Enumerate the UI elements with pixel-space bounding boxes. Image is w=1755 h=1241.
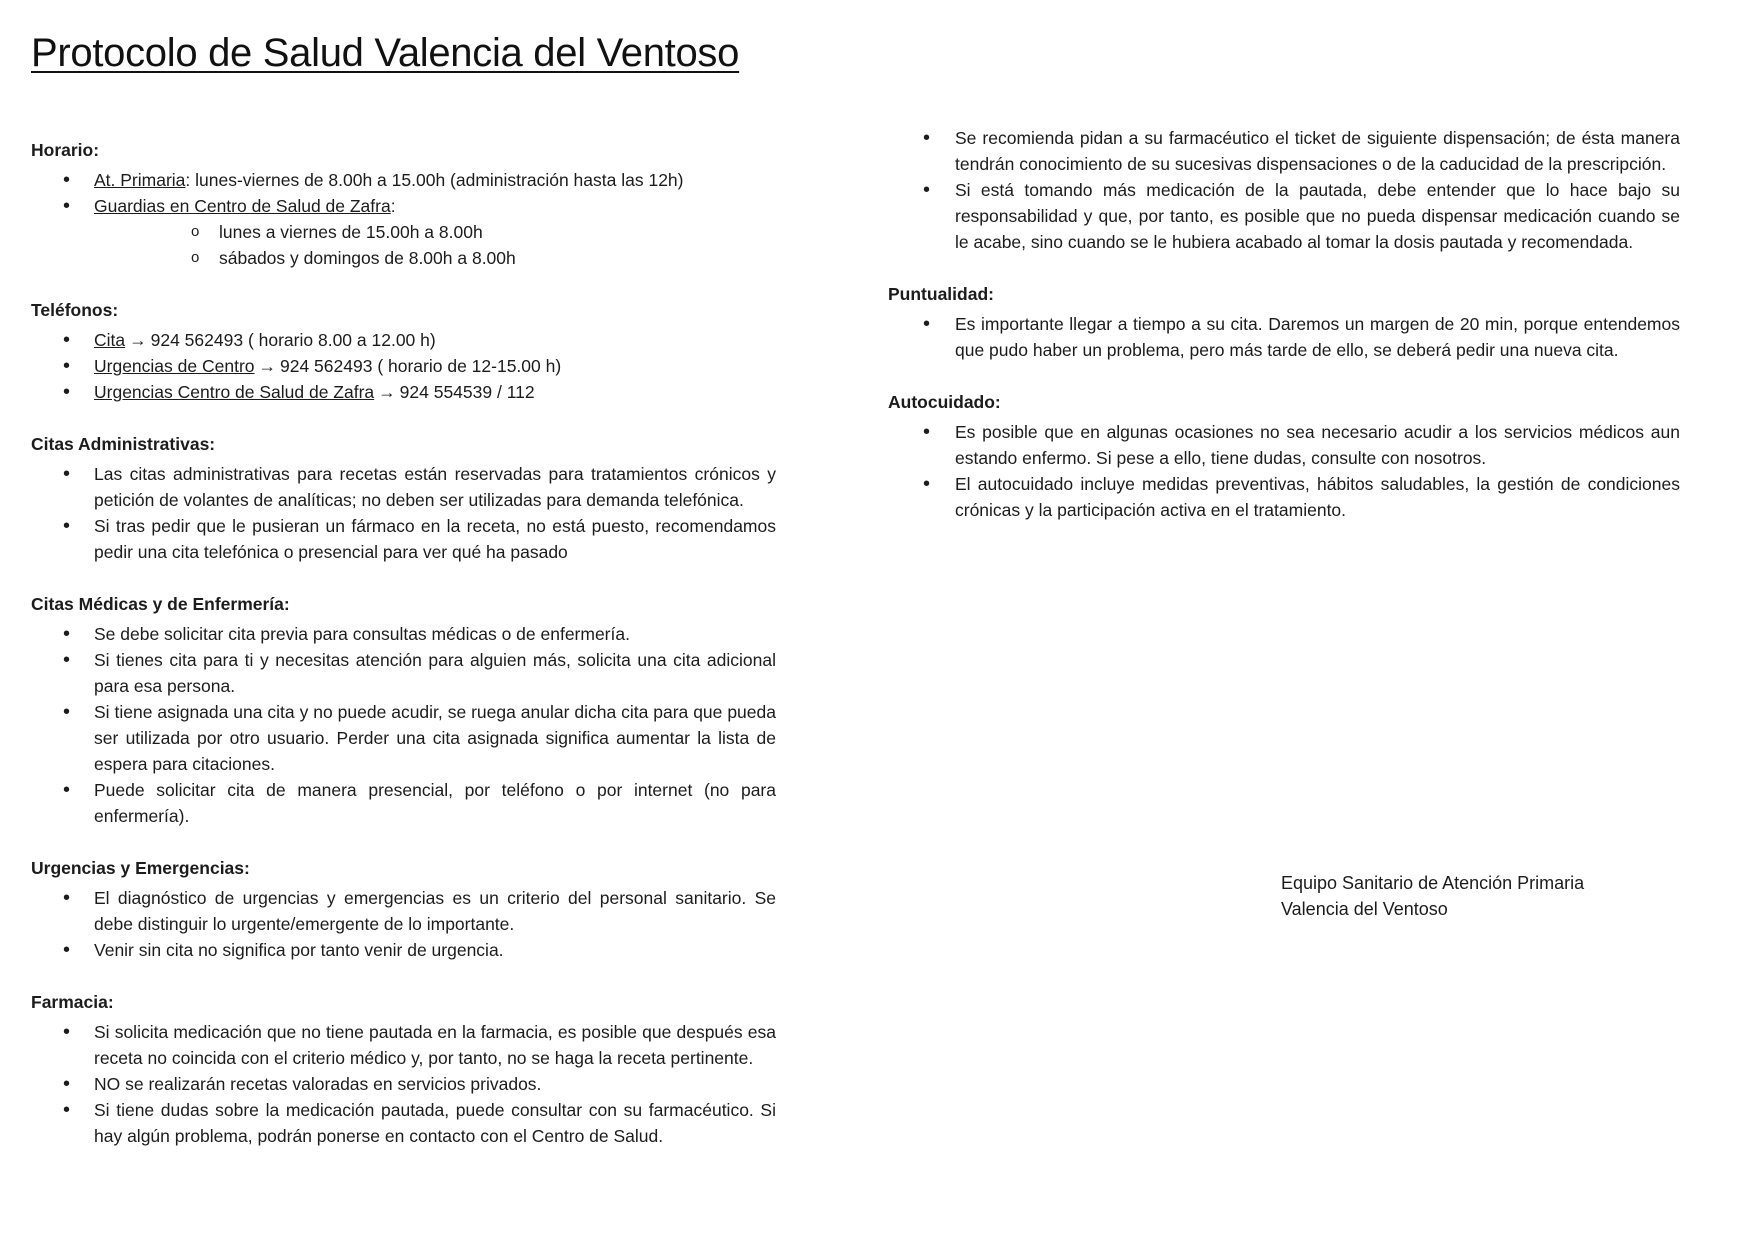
list-item: • Es posible que en algunas ocasiones no sea necesario acudir a los servicios médicos aun estando enfermo. Si pese a ello, tiene dudas, consulte con nosotros. [888,419,1680,471]
bullet-list [31,327,776,405]
phone-number: 924 562493 ( horario 8.00 a 12.00 h) [150,330,436,350]
left-column [31,137,776,1175]
list-item: • NO se realizarán recetas valoradas en servicios privados. [31,1071,776,1097]
list-item: • El autocuidado incluye medidas preventivas, hábitos saludables, la gestión de condiciones crónicas y la participación activa en el tratamiento. [888,471,1680,523]
phone-number: 924 554539 / 112 [399,382,535,402]
list-item: • Puede solicitar cita de manera presencial, por teléfono o por internet (no para enfermería). [31,777,776,829]
list-item: • El diagnóstico de urgencias y emergencias es un criterio del personal sanitario. Se debe distinguir lo urgente/emergente de lo importante. [31,885,776,937]
list-item-text: : [390,196,396,216]
link-guardias-zafra[interactable]: Guardias en Centro de Salud de Zafra [94,196,391,216]
link-at-primaria[interactable]: At. Primaria [94,170,186,190]
bullet-list [888,311,1680,363]
bullet-list [31,167,776,271]
link-urgencias-zafra[interactable]: Urgencias Centro de Salud de Zafra [94,382,375,402]
list-item-text: : lunes-viernes de 8.00h a 15.00h (administración hasta las 12h) [185,170,684,190]
link-urgencias-centro[interactable]: Urgencias de Centro [94,356,255,376]
section-urgencias [31,855,776,963]
list-item [31,379,776,405]
section-farmacia [31,989,776,1149]
section-heading: Citas Administrativas: [31,434,216,454]
bullet-list [888,125,1680,255]
section-autocuidado [888,389,1680,523]
list-item: • Si tienes cita para ti y necesitas atención para alguien más, solicita una cita adicional para esa persona. [31,647,776,699]
list-item: • Se debe solicitar cita previa para consultas médicas o de enfermería. [31,621,776,647]
list-item: • Si está tomando más medicación de la pautada, debe entender que lo hace bajo su responsabilidad y que, por tanto, es posible que no pueda dispensar medicación cuando se le acabe, sino cuando se le hubiera acabado al tomar la dosis pautada y recomendada. [888,177,1680,255]
list-item: • Se recomienda pidan a su farmacéutico el ticket de siguiente dispensación; de ésta manera tendrán conocimiento de su sucesivas dispensaciones o de la caducidad de la prescripción. [888,125,1680,177]
section-farmacia-continued [888,125,1680,255]
list-item [31,167,776,193]
list-item [31,327,776,353]
bullet-list [888,419,1680,523]
list-item: • Si tiene dudas sobre la medicación pautada, puede consultar con su farmacéutico. Si hay algún problema, podrán ponerse en contacto con el Centro de Salud. [31,1097,776,1149]
section-heading: Puntualidad: [888,284,994,304]
list-item: • Las citas administrativas para recetas están reservadas para tratamientos crónicos y petición de volantes de analíticas; no deben ser utilizadas para demanda telefónica. [31,461,776,513]
section-heading: Farmacia: [31,992,114,1012]
bullet-list [31,885,776,963]
bullet-list [31,1019,776,1149]
arrow-icon: → [129,330,147,350]
sub-list [94,219,776,271]
section-heading: Citas Médicas y de Enfermería: [31,594,290,614]
signature-line: Valencia del Ventoso [1281,899,1448,919]
section-heading: Urgencias y Emergencias: [31,858,250,878]
list-item [31,193,776,271]
list-item: • Si tras pedir que le pusieran un fármaco en la receta, no está puesto, recomendamos pedir una cita telefónica o presencial para ver qué ha pasado [31,513,776,565]
list-item [31,353,776,379]
bullet-list [31,461,776,565]
section-puntualidad [888,281,1680,363]
arrow-icon: → [378,382,396,402]
sub-list-item: o lunes a viernes de 15.00h a 8.00h [94,219,776,245]
list-item: • Venir sin cita no significa por tanto venir de urgencia. [31,937,776,963]
list-item: • Es importante llegar a tiempo a su cita. Daremos un margen de 20 min, porque entendemos que pudo haber un problema, pero más tarde de ello, se deberá pedir una nueva cita. [888,311,1680,363]
section-citas-administrativas [31,431,776,565]
phone-number: 924 562493 ( horario de 12-15.00 h) [280,356,562,376]
list-item: • Si tiene asignada una cita y no puede acudir, se ruega anular dicha cita para que pueda ser utilizada por otro usuario. Perder una cita asignada significa aumentar la lista de espera para citaciones. [31,699,776,777]
right-column [888,125,1680,549]
sub-list-item: o sábados y domingos de 8.00h a 8.00h [94,245,776,271]
page-title: Protocolo de Salud Valencia del Ventoso [31,31,740,75]
arrow-icon: → [258,356,276,376]
section-heading: Horario: [31,140,100,160]
link-cita[interactable]: Cita [94,330,126,350]
signature-block [1281,870,1584,922]
section-heading: Teléfonos: [31,300,119,320]
section-telefonos [31,297,776,405]
signature-line: Equipo Sanitario de Atención Primaria [1281,873,1585,893]
list-item: • Si solicita medicación que no tiene pautada en la farmacia, es posible que después esa receta no coincida con el criterio médico y, por tanto, no se haga la receta pertinente. [31,1019,776,1071]
section-heading: Autocuidado: [888,392,1001,412]
bullet-list [31,621,776,829]
section-horario [31,137,776,271]
section-citas-medicas [31,591,776,829]
